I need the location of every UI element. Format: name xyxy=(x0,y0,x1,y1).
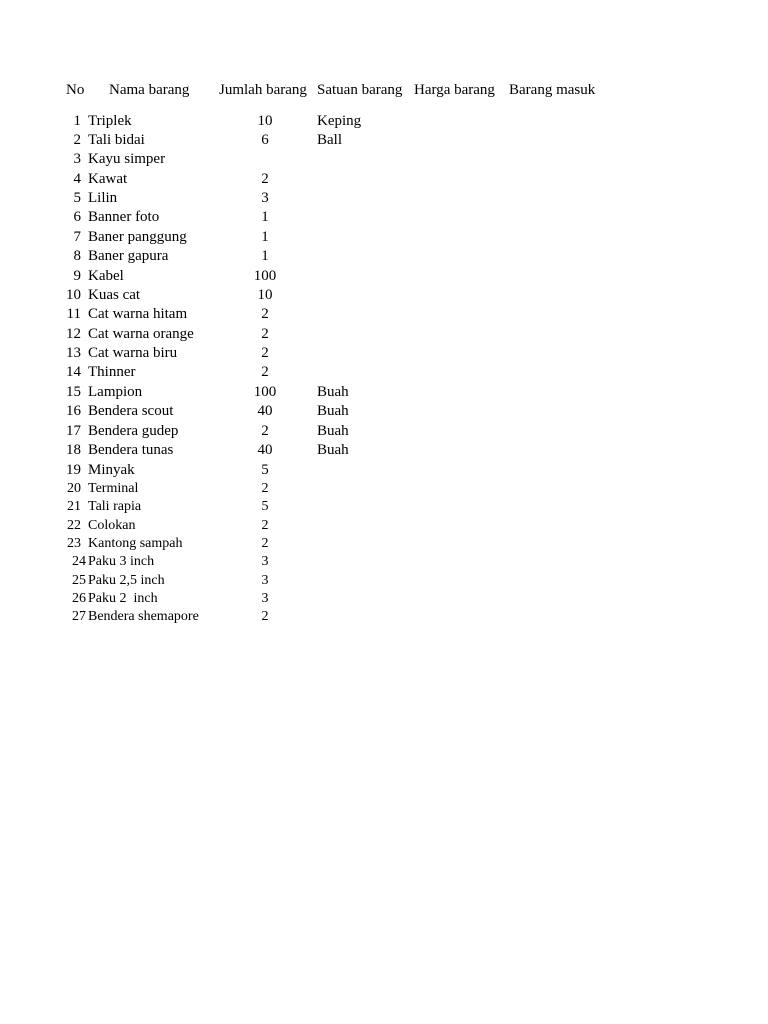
item-name: Baner gapura xyxy=(88,248,169,264)
table-row xyxy=(0,131,768,150)
item-name: Banner foto xyxy=(88,209,160,225)
table-row xyxy=(0,402,768,421)
row-number: 1 xyxy=(73,113,81,129)
row-number: 3 xyxy=(73,151,81,167)
item-unit: Buah xyxy=(317,384,349,400)
row-number: 17 xyxy=(66,423,81,439)
item-name: Kawat xyxy=(88,171,128,187)
item-name: Cat warna hitam xyxy=(88,306,188,322)
row-number: 26 xyxy=(72,591,86,606)
table-row xyxy=(0,112,768,131)
item-name: Triplek xyxy=(88,113,132,129)
header-harga-barang: Harga barang xyxy=(414,82,495,98)
row-number: 16 xyxy=(66,403,81,419)
table-row xyxy=(0,150,768,169)
row-number: 21 xyxy=(67,499,81,514)
table-row xyxy=(0,461,768,480)
row-number: 6 xyxy=(73,209,81,225)
table-row xyxy=(0,267,768,286)
table-row xyxy=(0,208,768,227)
item-quantity: 10 xyxy=(257,113,273,129)
row-number: 12 xyxy=(66,326,81,342)
item-quantity: 3 xyxy=(261,190,269,206)
row-number: 10 xyxy=(66,287,81,303)
row-number: 15 xyxy=(66,384,81,400)
table-row xyxy=(0,189,768,208)
item-quantity: 3 xyxy=(261,591,269,606)
row-number: 18 xyxy=(66,442,81,458)
item-quantity: 2 xyxy=(261,306,269,322)
item-quantity: 5 xyxy=(261,499,269,514)
item-name: Thinner xyxy=(88,364,136,380)
table-row xyxy=(0,344,768,363)
table-row xyxy=(0,325,768,344)
item-quantity: 5 xyxy=(261,462,269,478)
item-name: Kantong sampah xyxy=(88,536,183,551)
item-name: Kuas cat xyxy=(88,287,141,303)
item-name: Terminal xyxy=(88,481,139,496)
table-row xyxy=(0,228,768,247)
row-number: 20 xyxy=(67,481,81,496)
item-quantity: 1 xyxy=(261,229,269,245)
item-quantity: 10 xyxy=(257,287,273,303)
item-name: Paku 3 inch xyxy=(88,554,155,569)
item-quantity: 1 xyxy=(261,248,269,264)
row-number: 2 xyxy=(73,132,81,148)
table-row xyxy=(0,517,768,535)
item-name: Bendera gudep xyxy=(88,423,179,439)
item-quantity: 2 xyxy=(261,364,269,380)
row-number: 9 xyxy=(73,268,81,284)
item-quantity: 2 xyxy=(261,609,269,624)
header-barang-masuk: Barang masuk xyxy=(509,82,596,98)
table-row xyxy=(0,553,768,571)
table-row xyxy=(0,535,768,553)
table-row xyxy=(0,498,768,516)
item-unit: Ball xyxy=(317,132,342,148)
item-quantity: 2 xyxy=(261,481,269,496)
header-no: No xyxy=(66,82,85,98)
table-row xyxy=(0,422,768,441)
item-quantity: 2 xyxy=(261,171,269,187)
table-row xyxy=(0,590,768,608)
table-row xyxy=(0,383,768,402)
item-quantity: 6 xyxy=(261,132,269,148)
row-number: 13 xyxy=(66,345,81,361)
table-row xyxy=(0,247,768,266)
item-quantity: 1 xyxy=(261,209,269,225)
table-row xyxy=(0,305,768,324)
item-quantity: 100 xyxy=(253,384,277,400)
item-name: Baner panggung xyxy=(88,229,187,245)
row-number: 23 xyxy=(67,536,81,551)
item-name: Kabel xyxy=(88,268,124,284)
table-row xyxy=(0,170,768,189)
item-name: Minyak xyxy=(88,462,135,478)
item-quantity: 40 xyxy=(257,442,273,458)
row-number: 24 xyxy=(72,554,86,569)
header-jumlah-barang: Jumlah barang xyxy=(219,82,307,98)
table-header-row xyxy=(0,81,768,99)
item-name: Paku 2 inch xyxy=(88,591,158,606)
row-number: 22 xyxy=(67,518,81,533)
item-name: Kayu simper xyxy=(88,151,166,167)
item-name: Tali bidai xyxy=(88,132,145,148)
item-unit: Buah xyxy=(317,423,349,439)
table-row xyxy=(0,286,768,305)
row-number: 25 xyxy=(72,573,86,588)
item-quantity: 40 xyxy=(257,403,273,419)
item-unit: Keping xyxy=(317,113,362,129)
item-quantity: 2 xyxy=(261,536,269,551)
item-quantity: 2 xyxy=(261,345,269,361)
item-name: Tali rapia xyxy=(88,499,142,514)
table-row xyxy=(0,572,768,590)
row-number: 5 xyxy=(73,190,81,206)
item-name: Bendera tunas xyxy=(88,442,174,458)
header-nama-barang: Nama barang xyxy=(109,82,190,98)
table-row xyxy=(0,480,768,498)
item-unit: Buah xyxy=(317,442,349,458)
row-number: 7 xyxy=(73,229,81,245)
item-name: Cat warna biru xyxy=(88,345,178,361)
table-row xyxy=(0,441,768,460)
table-row xyxy=(0,608,768,626)
item-name: Bendera shemapore xyxy=(88,609,199,624)
item-quantity: 3 xyxy=(261,554,269,569)
row-number: 4 xyxy=(73,171,81,187)
item-unit: Buah xyxy=(317,403,349,419)
item-name: Cat warna orange xyxy=(88,326,194,342)
item-name: Lilin xyxy=(88,190,118,206)
item-quantity: 100 xyxy=(253,268,277,284)
item-quantity: 2 xyxy=(261,423,269,439)
row-number: 14 xyxy=(66,364,81,380)
item-name: Lampion xyxy=(88,384,143,400)
item-name: Colokan xyxy=(88,518,136,533)
header-satuan-barang: Satuan barang xyxy=(317,82,403,98)
item-quantity: 3 xyxy=(261,573,269,588)
row-number: 11 xyxy=(66,306,81,322)
item-name: Bendera scout xyxy=(88,403,174,419)
item-name: Paku 2,5 inch xyxy=(88,573,165,588)
item-quantity: 2 xyxy=(261,326,269,342)
row-number: 8 xyxy=(73,248,81,264)
item-quantity: 2 xyxy=(261,518,269,533)
table-row xyxy=(0,363,768,382)
row-number: 19 xyxy=(66,462,81,478)
row-number: 27 xyxy=(72,609,86,624)
